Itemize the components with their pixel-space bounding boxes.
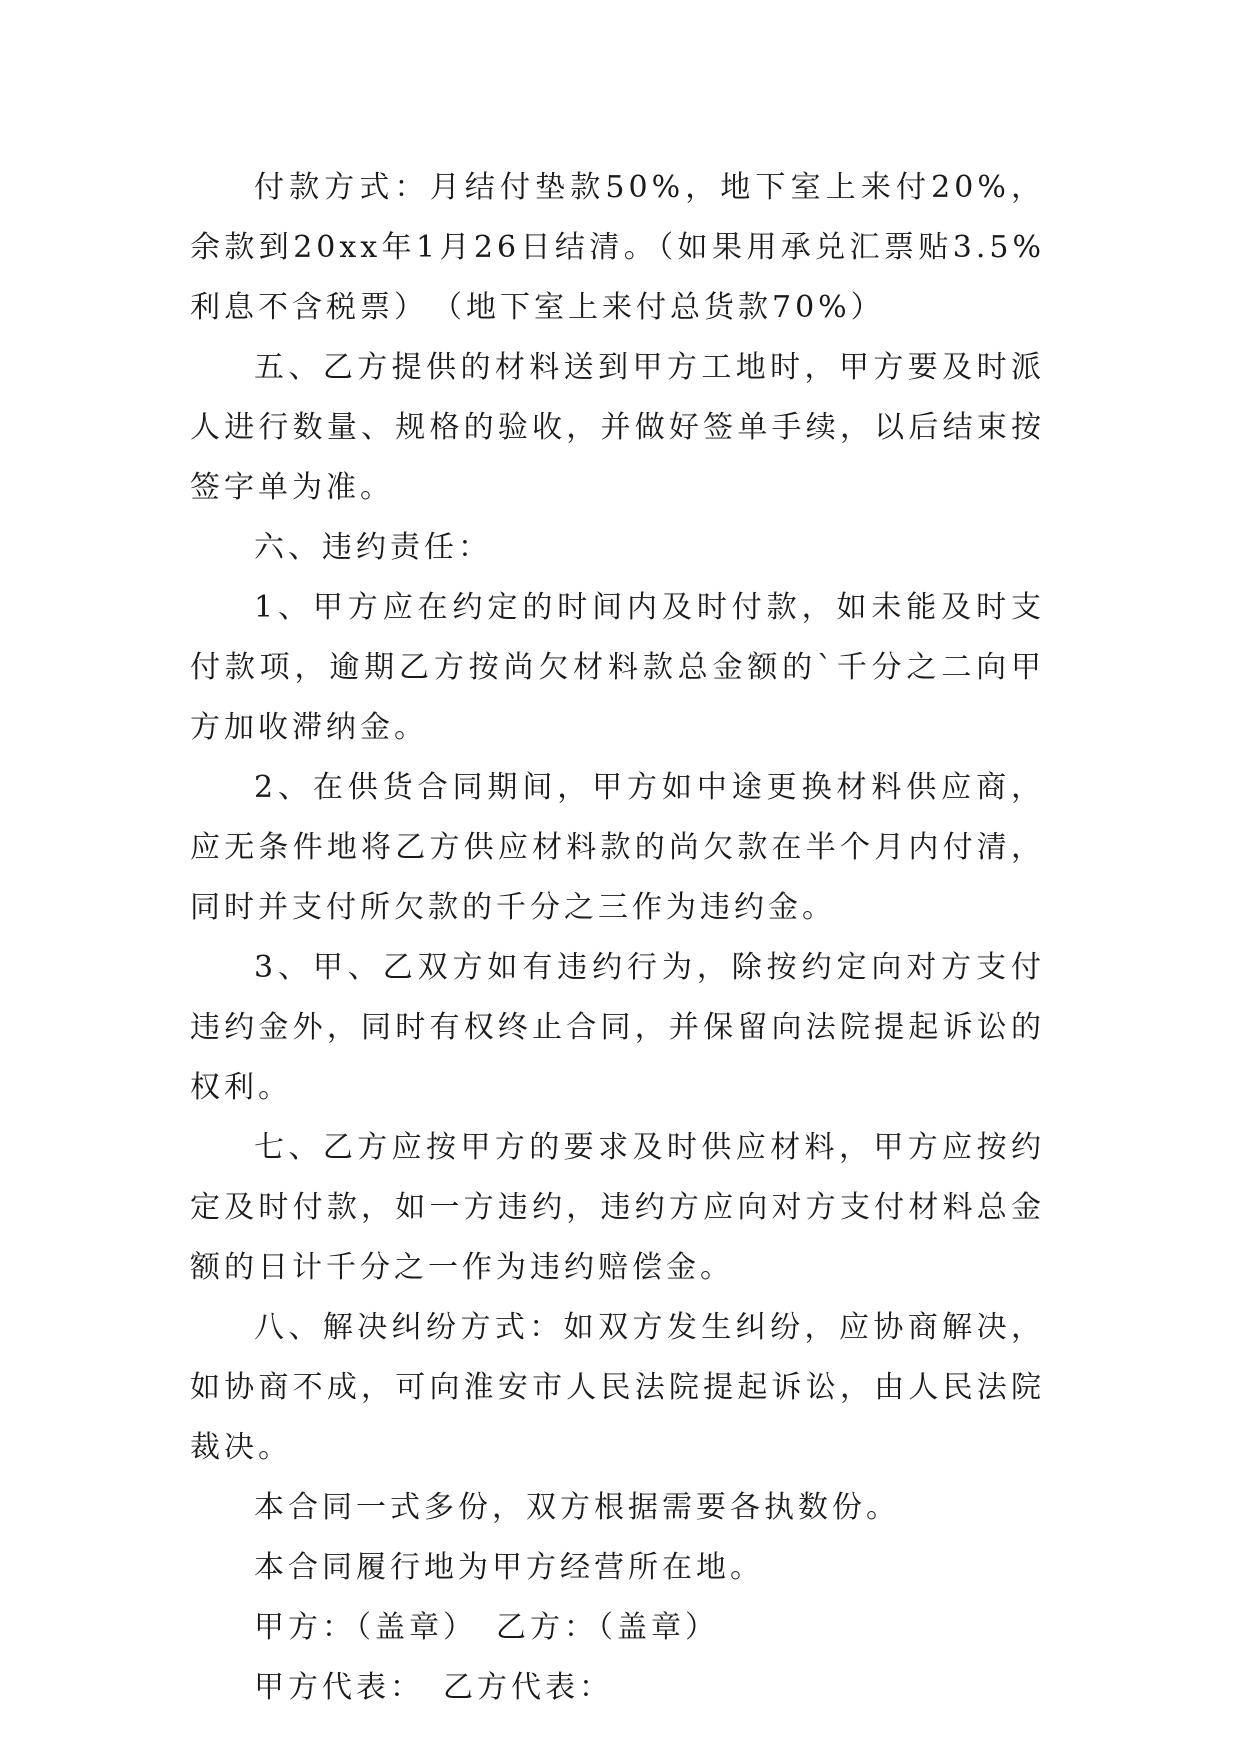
paragraph-payment-terms: 付款方式：月结付垫款50%，地下室上来付20%，余款到20xx年1月26日结清。（如果用承兑汇票贴3.5%利息不含税票） （地下室上来付总货款70%） — [190, 170, 1045, 325]
paragraph-clause-7-supply: 七、乙方应按甲方的要求及时供应材料，甲方应按约定及时付款，如一方违约，违约方应向对方支付材料总金额的日计千分之一作为违约赔偿金。 — [190, 1130, 1045, 1285]
paragraph-clause-6-item-3: 3、甲、乙双方如有违约行为，除按约定向对方支付违约金外，同时有权终止合同，并保留向法院提起诉讼的权利。 — [190, 950, 1045, 1105]
paragraph-seal-line: 甲方：（盖章） 乙方：（盖章） — [254, 1610, 719, 1645]
paragraph-clause-6-item-1: 1、甲方应在约定的时间内及时付款，如未能及时支付款项，逾期乙方按尚欠材料款总金额的`千分之二向甲方加收滞纳金。 — [190, 590, 1045, 745]
paragraph-place-of-performance: 本合同履行地为甲方经营所在地。 — [254, 1550, 764, 1585]
document-body — [190, 158, 1045, 1718]
paragraph-representative-line: 甲方代表： 乙方代表： — [254, 1670, 613, 1705]
paragraph-clause-8-disputes: 八、解决纠纷方式：如双方发生纠纷，应协商解决，如协商不成，可向淮安市人民法院提起诉讼，由人民法院裁决。 — [190, 1310, 1045, 1465]
paragraph-clause-5-acceptance: 五、乙方提供的材料送到甲方工地时，甲方要及时派人进行数量、规格的验收，并做好签单手续，以后结束按签字单为准。 — [190, 350, 1045, 505]
paragraph-clause-6-item-2: 2、在供货合同期间，甲方如中途更换材料供应商，应无条件地将乙方供应材料款的尚欠款在半个月内付清，同时并支付所欠款的千分之三作为违约金。 — [190, 770, 1045, 925]
paragraph-copies: 本合同一式多份，双方根据需要各执数份。 — [254, 1490, 900, 1525]
paragraph-clause-6-heading: 六、违约责任： — [254, 530, 492, 565]
